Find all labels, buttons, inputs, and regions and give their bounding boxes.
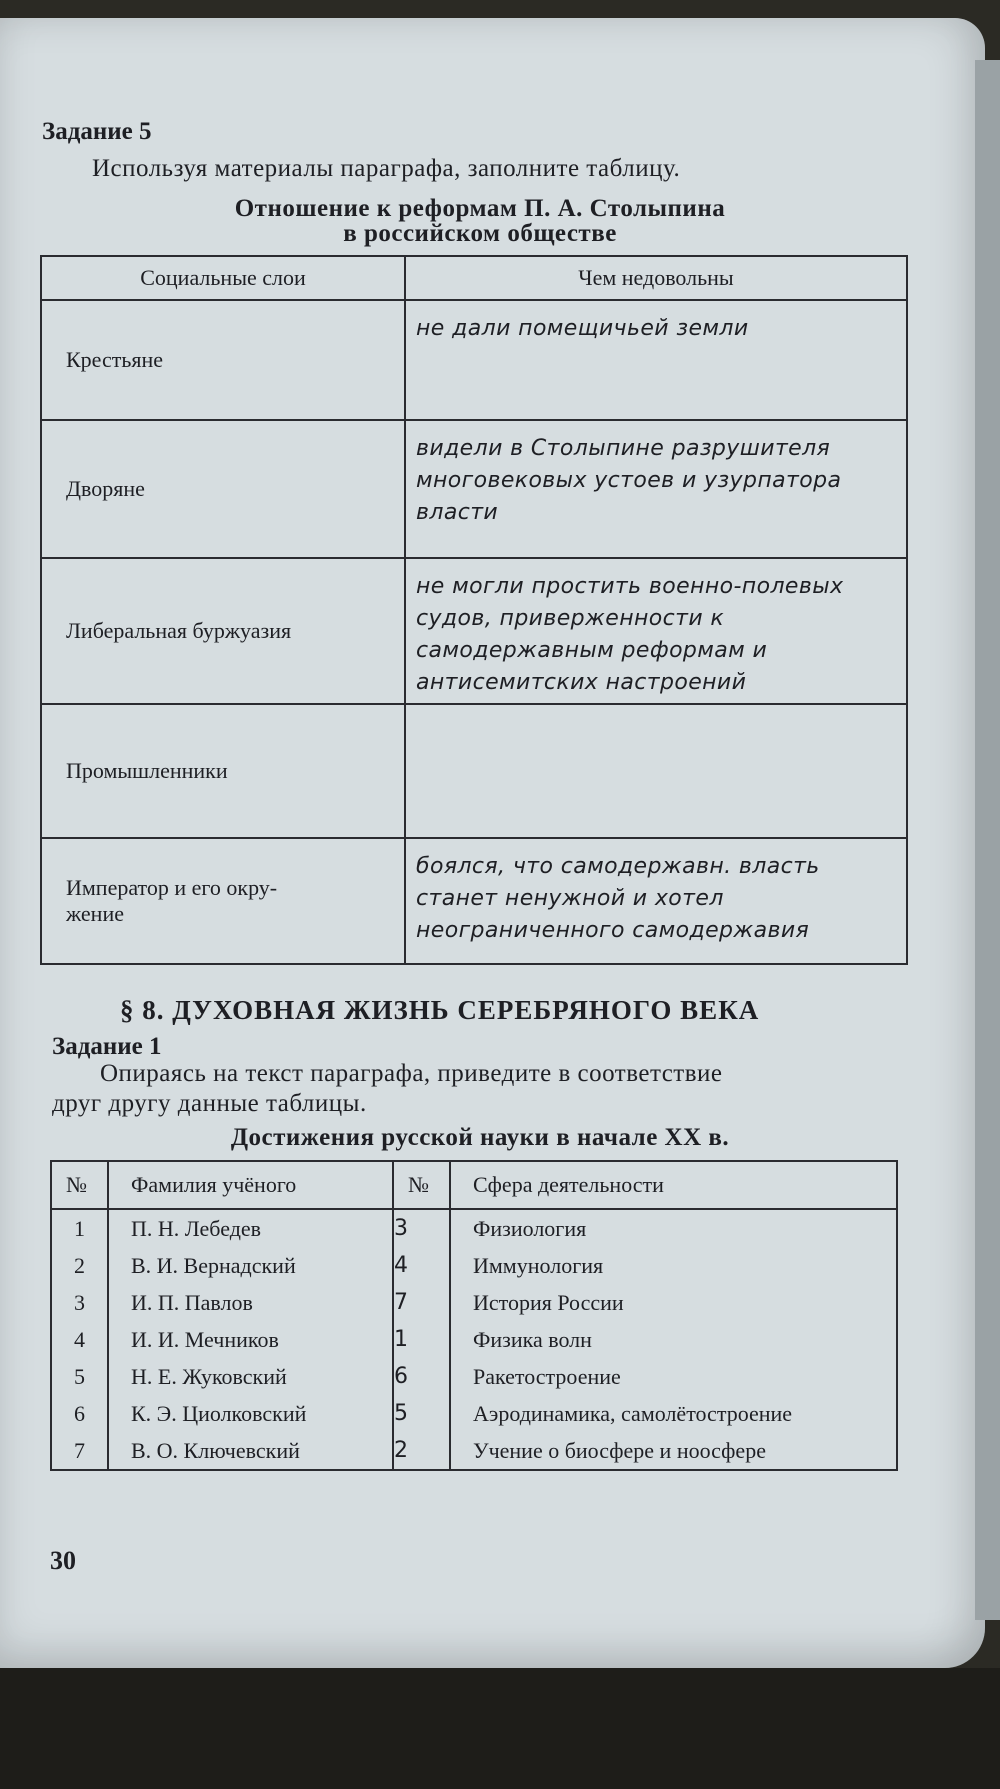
- answer-industrialists[interactable]: [405, 704, 907, 838]
- header-match-num: №: [393, 1161, 450, 1209]
- scientist-name: П. Н. Лебедев: [108, 1209, 393, 1247]
- task5-instruction: Используя материалы параграфа, заполните таблицу.: [92, 155, 681, 182]
- row-label-peasants: Крестьяне: [41, 300, 405, 420]
- row-num: 7: [51, 1432, 108, 1470]
- row-label-industrialists: Промышленники: [41, 704, 405, 838]
- field-name: Аэродинамика, самолётостроение: [450, 1395, 897, 1432]
- row-label-emperor: [41, 838, 405, 964]
- row-label-nobles: Дворяне: [41, 420, 405, 558]
- row-num: 6: [51, 1395, 108, 1432]
- match-answer[interactable]: 5: [393, 1395, 450, 1432]
- task5-heading: Задание 5: [42, 118, 152, 145]
- field-name: Ракетостроение: [450, 1358, 897, 1395]
- field-name: Физика волн: [450, 1321, 897, 1358]
- next-page-edge: [975, 60, 1000, 1620]
- answer-bourgeoisie[interactable]: не могли простить военно-полевых судов, приверженности к самодержавным реформам и антисемитских настроений: [405, 558, 907, 704]
- match-answer[interactable]: 6: [393, 1358, 450, 1395]
- header-num: №: [51, 1161, 108, 1209]
- scientist-name: И. П. Павлов: [108, 1284, 393, 1321]
- answer-nobles[interactable]: видели в Столыпине разрушителя многовековых устоев и узурпатора власти: [405, 420, 907, 558]
- header-field: Сфера деятельности: [450, 1161, 897, 1209]
- field-name: Физиология: [450, 1209, 897, 1247]
- row-num: 2: [51, 1247, 108, 1284]
- stolypin-table: [40, 255, 908, 965]
- task5-title-line2: в российском обществе: [343, 220, 617, 247]
- match-answer[interactable]: 7: [393, 1284, 450, 1321]
- answer-peasants[interactable]: не дали помещичьей земли: [405, 300, 907, 420]
- row-num: 3: [51, 1284, 108, 1321]
- field-name: История России: [450, 1284, 897, 1321]
- section-title: § 8. ДУХОВНАЯ ЖИЗНЬ СЕРЕБРЯНОГО ВЕКА: [120, 995, 760, 1025]
- page-number: 30: [50, 1546, 76, 1575]
- row-label-bourgeoisie: Либеральная буржуазия: [41, 558, 405, 704]
- answer-emperor[interactable]: боялся, что самодержавн. власть станет ненужной и хотел неограниченного самодержавия: [405, 838, 907, 964]
- header-layers: Социальные слои: [41, 256, 405, 300]
- background-surface: [0, 1668, 1000, 1789]
- match-answer[interactable]: 2: [393, 1432, 450, 1470]
- scientist-name: В. О. Ключевский: [108, 1432, 393, 1470]
- field-name: Учение о биосфере и ноосфере: [450, 1432, 897, 1470]
- row-num: 4: [51, 1321, 108, 1358]
- header-scientist: Фамилия учёного: [108, 1161, 393, 1209]
- task5-title-line1: Отношение к реформам П. А. Столыпина: [234, 195, 726, 222]
- scientist-name: В. И. Вернадский: [108, 1247, 393, 1284]
- match-answer[interactable]: 3: [393, 1209, 450, 1247]
- task1-title: Достижения русской науки в начале XX в.: [230, 1124, 730, 1151]
- row-label-emperor-line2: жение: [66, 901, 124, 926]
- scientist-name: И. И. Мечников: [108, 1321, 393, 1358]
- scientist-name: К. Э. Циолковский: [108, 1395, 393, 1432]
- row-label-emperor-line1: Император и его окру-: [66, 875, 278, 900]
- row-num: 5: [51, 1358, 108, 1395]
- match-answer[interactable]: 4: [393, 1247, 450, 1284]
- task1-instruction-line1: Опираясь на текст параграфа, приведите в соответствие: [100, 1060, 723, 1087]
- field-name: Иммунология: [450, 1247, 897, 1284]
- header-complaints: Чем недовольны: [405, 256, 907, 300]
- match-answer[interactable]: 1: [393, 1321, 450, 1358]
- task1-instruction-line2: друг другу данные таблицы.: [52, 1090, 367, 1117]
- row-num: 1: [51, 1209, 108, 1247]
- science-table: [50, 1160, 898, 1471]
- scientist-name: Н. Е. Жуковский: [108, 1358, 393, 1395]
- task1-heading: Задание 1: [52, 1033, 162, 1060]
